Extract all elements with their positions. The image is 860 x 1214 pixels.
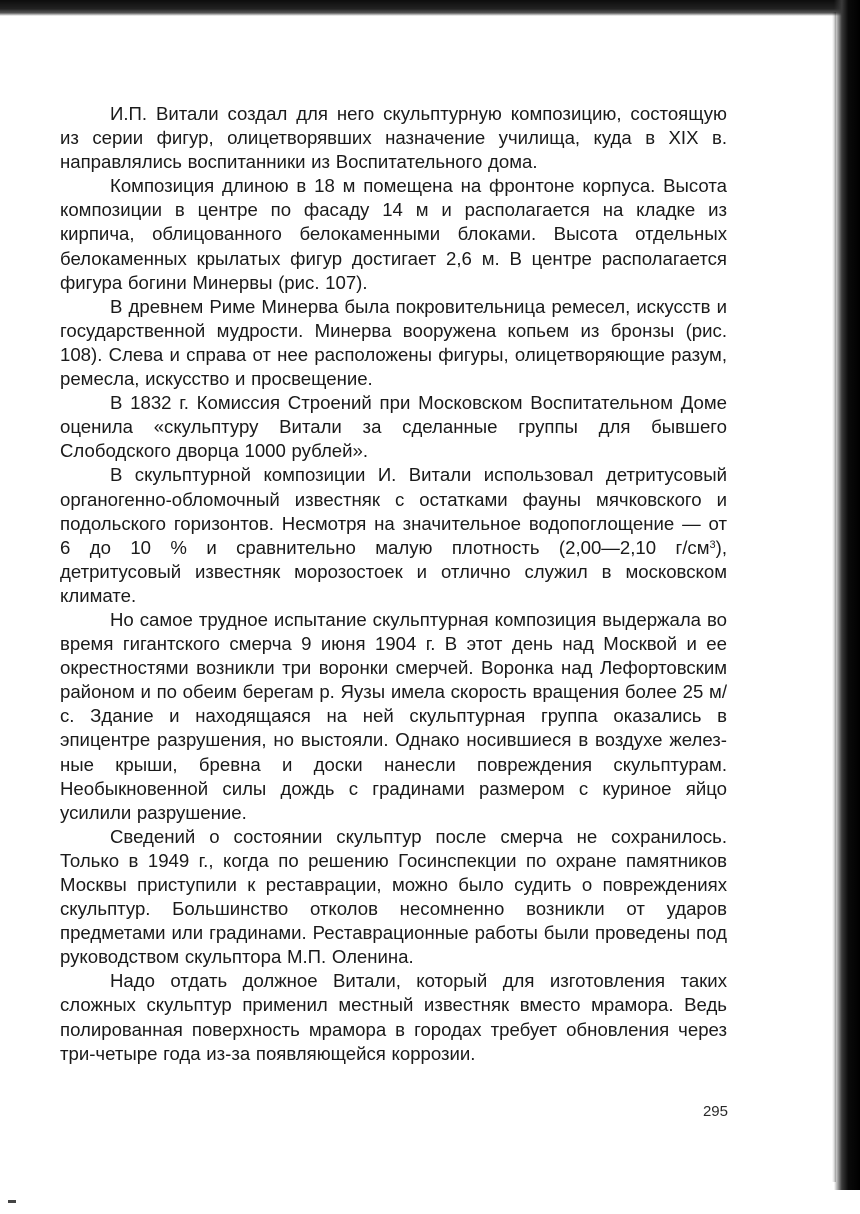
- paragraph: [60, 463, 727, 608]
- paragraph-text: И.П. Витали создал для него скульптурную композицию, состоящую из серии фигур, олицетворявших назначение училища, куда в XIX в. направлялись воспитанники из Воспитательного дома.: [60, 103, 727, 173]
- paragraph: [60, 391, 727, 463]
- paragraph-text: Но самое трудное испытание скульптурная композиция выдержала во время гигантского смерча 9 июня 1904 г. В этот день над Москвой и ее окрестностями возникли три воронки смерчей. Воронка над Лефортовским районом и по обеим берегам р. Яузы имела скорость вращения более 25 м/с. Здание и находящаяся на ней скульптурная группа оказались в эпицентре разрушения, но выстояли. Однако носившиеся в воздухе железные крыши, бревна и доски нанесли повреждения скульптурам. Необыкновенной силы дождь с градинами размером с куриное яйцо усилили разрушение.: [60, 608, 727, 823]
- paragraph-text: В скульптурной композиции И. Витали использовал детритусовый органогенно-обломочный известняк с остатками фауны мячковского и подольского горизонтов. Несмотря на значительное водопоглощение — от 6 до 10 % и сравнительно малую плотность (2,00—2,10 г/см: [60, 464, 727, 558]
- paragraph: [60, 969, 727, 1065]
- scan-edge-right: [834, 0, 860, 1190]
- paragraph-text: В 1832 г. Комиссия Строений при Московском Воспитательном Доме оценила «скульптуру Витали за сделанные группы для бывшего Слободского дворца 1000 рублей».: [60, 392, 727, 462]
- page-number: 295: [702, 1103, 728, 1120]
- paragraph: [60, 102, 727, 174]
- paragraph: [60, 174, 727, 294]
- paragraph: [60, 295, 727, 391]
- paragraph: [60, 825, 727, 970]
- paragraph-text: ), детритусовый известняк морозостоек и отлично служил в московском климате.: [60, 536, 727, 606]
- paragraph-text: Сведений о состоянии скульптур после смерча не сохранилось. Только в 1949 г., когда по решению Госинспекции по охране памятников Москвы приступили к реставрации, можно было судить о повреждениях скульптур. Большинство отколов несомненно возникли от ударов предметами или градинами. Реставрационные работы были проведены под руководством скульптора М.П. Оленина.: [60, 825, 727, 968]
- superscript: 3: [709, 538, 716, 551]
- paragraph-text: Надо отдать должное Витали, который для изготовления таких сложных скульптур применил местный известняк вместо мрамора. Ведь полированная поверхность мрамора в городах требует обновления через три-четыре года из-за появляющейся коррозии.: [60, 970, 727, 1064]
- paragraph-text: В древнем Риме Минерва была покровительница ремесел, искусств и государственной мудрости. Минерва вооружена копьем из бронзы (рис. 108). Слева и справа от нее расположены фигуры, олицетворяющие разум, ремесла, искусство и просвещение.: [60, 295, 727, 390]
- page-body-text: [60, 102, 727, 1066]
- paragraph: [60, 608, 727, 825]
- scan-edge-top: [0, 0, 860, 16]
- scan-corner-mark: [8, 1200, 16, 1203]
- paragraph-text: Композиция длиною в 18 м помещена на фронтоне корпуса. Высота композиции в центре по фасаду 14 м и располагается на кладке из кирпича, облицованного белокаменными блоками. Высота отдельных белокаменных крылатых фигур достигает 2,6 м. В центре располагается фигура богини Минервы (рис. 107).: [60, 175, 727, 293]
- scan-edge-shadow: [832, 12, 836, 1182]
